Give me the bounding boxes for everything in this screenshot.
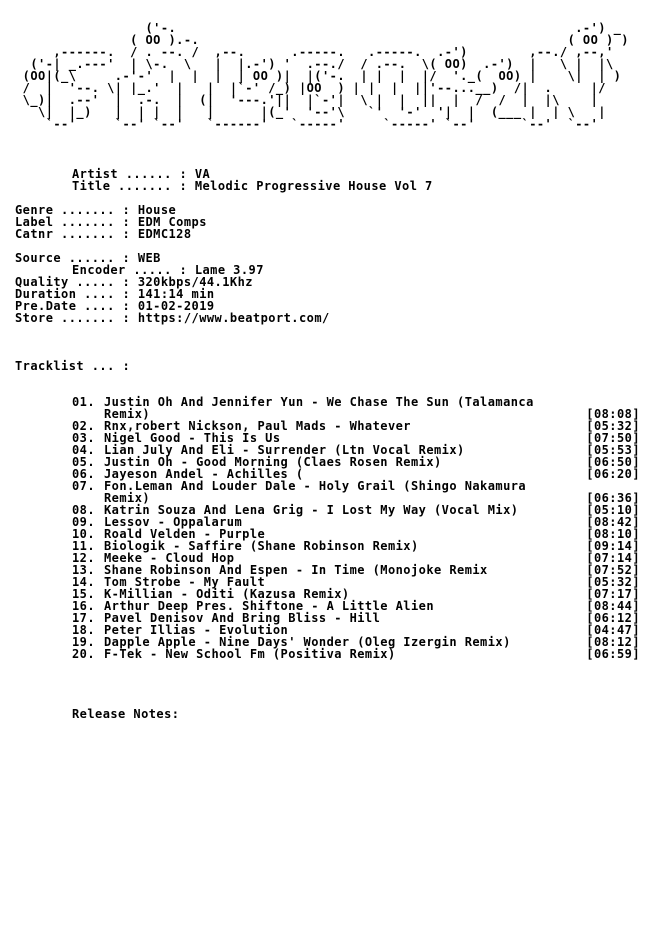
track-title: Roald Velden - Purple (104, 527, 266, 541)
track-title: Fon.Leman And Louder Dale - Holy Grail (Shingo Nakamura (104, 479, 527, 493)
track-duration: [08:44] (586, 599, 640, 613)
quality-label: Quality ..... : (15, 275, 131, 289)
catnr-row (15, 228, 192, 240)
track-duration: [07:14] (586, 551, 640, 565)
track-number: 04. (72, 443, 96, 457)
quality-value: 320kbps/44.1Khz (137, 275, 253, 289)
artist-value: VA (194, 167, 211, 181)
track-duration: [05:53] (586, 443, 640, 457)
track-number: 07. (72, 479, 96, 493)
track-duration: [07:50] (586, 431, 640, 445)
track-title: Shane Robinson And Espen - In Time (Monojoke Remix (104, 563, 488, 577)
track-title-continued: Remix) (104, 491, 151, 505)
label-value: EDM Comps (137, 215, 207, 229)
track-title: K-Millian - Oditi (Kazusa Remix) (104, 587, 350, 601)
catnr-value: EDMC128 (137, 227, 192, 241)
artist-label: Artist ...... : (72, 167, 188, 181)
track-title: Justin Oh And Jennifer Yun - We Chase The Sun (Talamanca (104, 395, 534, 409)
track-number: 06. (72, 467, 96, 481)
track-number: 18. (72, 623, 96, 637)
track-row (72, 480, 640, 492)
track-duration: [06:36] (586, 491, 640, 505)
track-duration: [05:32] (586, 419, 640, 433)
track-duration: [08:10] (586, 527, 640, 541)
title-value: Melodic Progressive House Vol 7 (194, 179, 433, 193)
track-duration: [06:20] (586, 467, 640, 481)
catnr-label: Catnr ....... : (15, 227, 131, 241)
track-number: 20. (72, 647, 96, 661)
title-row (72, 180, 433, 192)
track-title: Arthur Deep Pres. Shiftone - A Little Alien (104, 599, 435, 613)
duration-label: Duration .... : (15, 287, 131, 301)
track-number: 03. (72, 431, 96, 445)
release-notes-heading: Release Notes: (72, 707, 180, 721)
track-number: 19. (72, 635, 96, 649)
source-label: Source ...... : (15, 251, 131, 265)
track-title: Justin Oh - Good Morning (Claes Rosen Remix) (104, 455, 442, 469)
track-number: 13. (72, 563, 96, 577)
track-duration: [09:14] (586, 539, 640, 553)
track-number: 11. (72, 539, 96, 553)
track-number: 14. (72, 575, 96, 589)
track-number: 12. (72, 551, 96, 565)
track-number: 10. (72, 527, 96, 541)
store-row (15, 312, 330, 324)
track-title: Meeke - Cloud Hop (104, 551, 235, 565)
track-row (72, 648, 640, 660)
track-title: Rnx,robert Nickson, Paul Mads - Whatever (104, 419, 411, 433)
track-duration: [06:59] (586, 647, 640, 661)
track-title: Pavel Denisov And Bring Bliss - Hill (104, 611, 381, 625)
track-number: 01. (72, 395, 96, 409)
title-label: Title ....... : (72, 179, 188, 193)
predate-value: 01-02-2019 (137, 299, 215, 313)
encoder-value: Lame 3.97 (194, 263, 264, 277)
track-duration: [07:52] (586, 563, 640, 577)
track-duration: [08:08] (586, 407, 640, 421)
store-label: Store ....... : (15, 311, 131, 325)
track-title: Lessov - Oppalarum (104, 515, 243, 529)
track-duration: [07:17] (586, 587, 640, 601)
track-title: Lian July And Eli - Surrender (Ltn Vocal Remix) (104, 443, 465, 457)
track-title-continued: Remix) (104, 407, 151, 421)
track-title: F-Tek - New School Fm (Positiva Remix) (104, 647, 396, 661)
predate-label: Pre.Date .... : (15, 299, 131, 313)
track-title: Jayeson Andel - Achilles ( (104, 467, 304, 481)
genre-value: House (137, 203, 177, 217)
track-title: Katrin Souza And Lena Grig - I Lost My Way (Vocal Mix) (104, 503, 519, 517)
ascii-logo: ('-. .-') _ ( OO ).-. ( OO ) ) ,------. / . --. / ,--. .-----. .-----. .-') ,--./ ,--,' ('-| _.---' | \-. \ | |.-') ' .--./ / .--. \( OO) .-') | \ | |\ (OO|(_\ .-'-' | | | | OO )| |('-. | | | |/ '._( OO) | \| | ) / | '--. \| |_.' | | |`-' /_) |OO ) | | | ||'--...__) /| . |/ \_)| .--' | .-. | (| '---.'|| |`-'| \ | | || | / / | |\ | \| |_) | | | | | |(_' '--'\ `' '-' '| | (___ | | \ | `--' `--' `--' `------' `-----' `-----' `--' `--' `--' (22, 21, 629, 131)
track-duration: [04:47] (586, 623, 640, 637)
track-duration: [08:42] (586, 515, 640, 529)
tracklist-heading: Tracklist ... : (15, 359, 131, 373)
track-duration: [05:10] (586, 503, 640, 517)
label-label: Label ....... : (15, 215, 131, 229)
track-number: 02. (72, 419, 96, 433)
track-row (72, 396, 640, 408)
track-number: 05. (72, 455, 96, 469)
track-number: 09. (72, 515, 96, 529)
encoder-label: Encoder ..... : (72, 263, 188, 277)
track-title: Peter Illias - Evolution (104, 623, 289, 637)
track-title: Nigel Good - This Is Us (104, 431, 281, 445)
track-duration: [06:50] (586, 455, 640, 469)
track-number: 15. (72, 587, 96, 601)
track-number: 16. (72, 599, 96, 613)
track-duration: [06:12] (586, 611, 640, 625)
track-duration: [05:32] (586, 575, 640, 589)
store-link[interactable]: https://www.beatport.com/ (137, 311, 330, 325)
track-title: Dapple Apple - Nine Days' Wonder (Oleg Izergin Remix) (104, 635, 511, 649)
track-title: Biologik - Saffire (Shane Robinson Remix) (104, 539, 419, 553)
duration-value: 141:14 min (137, 287, 215, 301)
track-title: Tom Strobe - My Fault (104, 575, 266, 589)
track-duration: [08:12] (586, 635, 640, 649)
source-value: WEB (137, 251, 161, 265)
track-number: 17. (72, 611, 96, 625)
genre-label: Genre ....... : (15, 203, 131, 217)
track-number: 08. (72, 503, 96, 517)
